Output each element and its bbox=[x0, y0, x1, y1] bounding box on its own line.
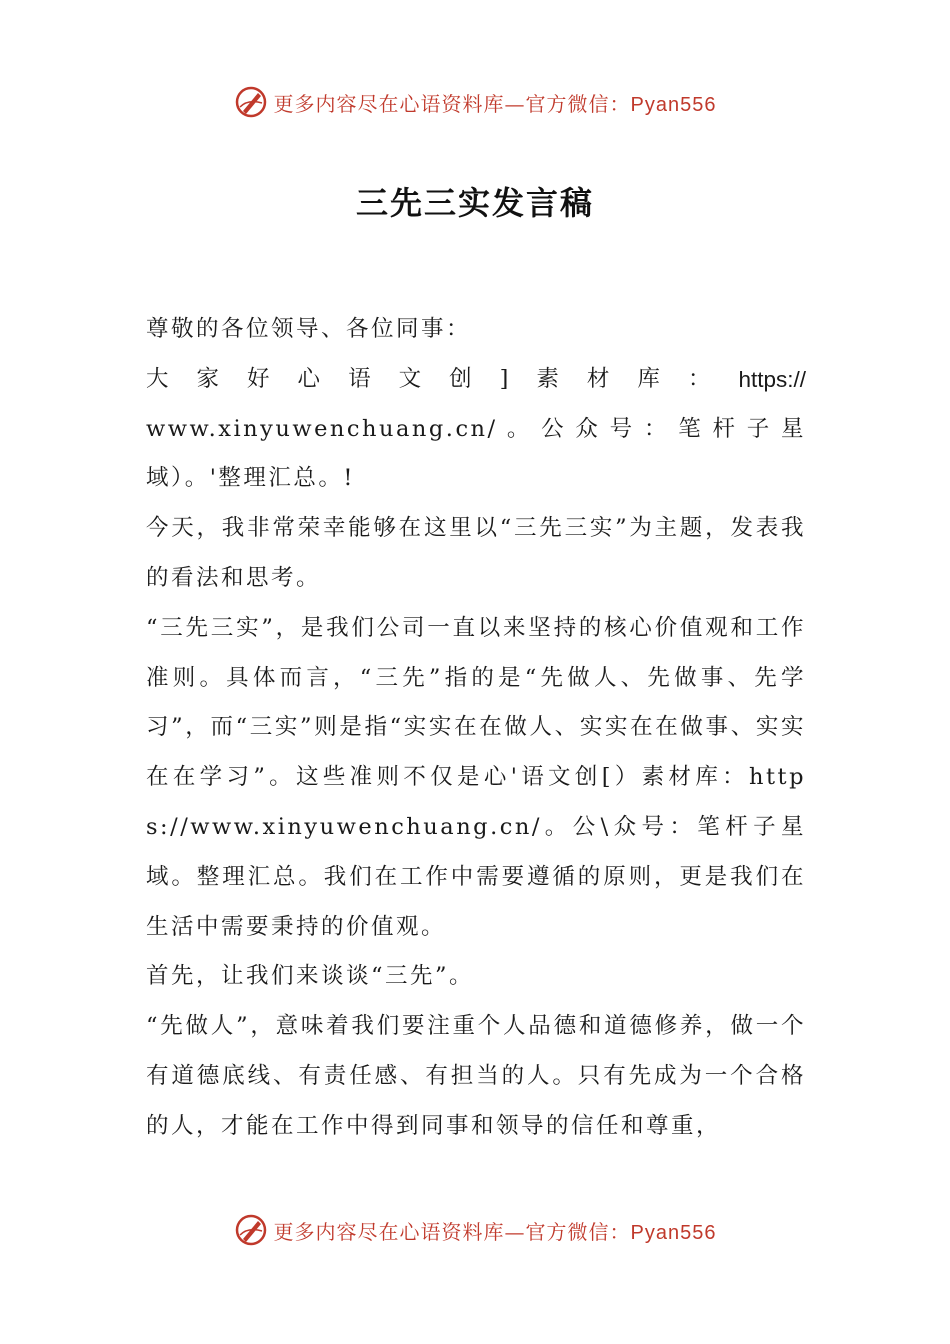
spread-char: 好 bbox=[247, 365, 270, 392]
footer-watermark-banner bbox=[0, 1210, 950, 1250]
spread-char: 文 bbox=[398, 365, 422, 392]
spread-url: https:// bbox=[738, 366, 806, 392]
paragraph-3: 今天，我非常荣幸能够在这里以“三先三实”为主题，发表我的看法和思考。 bbox=[146, 515, 806, 591]
page-title: 三先三实发言稿 bbox=[355, 184, 594, 222]
spread-char: 创 bbox=[449, 365, 472, 392]
spread-char: 语 bbox=[348, 365, 371, 392]
salutation: 尊敬的各位领导、各位同事： bbox=[146, 316, 472, 342]
banner-text: 更多内容尽在心语资料库—官方微信：Pyan556 bbox=[273, 1219, 717, 1244]
spread-char: ] bbox=[499, 365, 509, 392]
spread-char: 素 bbox=[536, 365, 559, 392]
spread-char: 心 bbox=[297, 365, 321, 392]
spread-char: ： bbox=[687, 365, 711, 392]
pen-logo-icon bbox=[234, 1213, 268, 1247]
banner-account: Pyan556 bbox=[630, 1221, 717, 1244]
paragraph-4: “三先三实”，是我们公司一直以来坚持的核心价值观和工作准则。具体而言，“三先”指的是“先做人、先做事、先学习”，而“三实”则是指“实实在在做人、实实在在做事、实实在在学习”。这些准则不仅是心'语文创[）素材库：https://www.xinyuwenchuang.cn/。公\众号：笔杆子星域。整理汇总。我们在工作中需要遵循的原则，更是我们在生活中需要秉持的价值观。 bbox=[146, 614, 806, 940]
pen-logo-icon bbox=[234, 85, 268, 119]
header-watermark-banner bbox=[0, 82, 950, 122]
banner-text: 更多内容尽在心语资料库—官方微信：Pyan556 bbox=[273, 91, 717, 116]
document-body bbox=[146, 305, 806, 1152]
spread-char: 库 bbox=[637, 365, 660, 392]
spread-char: 材 bbox=[586, 365, 610, 392]
paragraph-5: 首先，让我们来谈谈“三先”。 bbox=[146, 963, 475, 990]
spread-char: 家 bbox=[196, 365, 220, 392]
spread-char: 大 bbox=[146, 365, 169, 392]
paragraph-2-rest: www.xinyuwenchuang.cn/。公众号：笔杆子星域）。'整理汇总。! bbox=[146, 415, 806, 492]
spread-line bbox=[146, 355, 806, 405]
paragraph-6: “先做人”，意味着我们要注重个人品德和道德修养，做一个有道德底线、有责任感、有担当的人。只有先成为一个合格的人，才能在工作中得到同事和领导的信任和尊重， bbox=[146, 1013, 806, 1139]
banner-account: Pyan556 bbox=[630, 93, 717, 116]
